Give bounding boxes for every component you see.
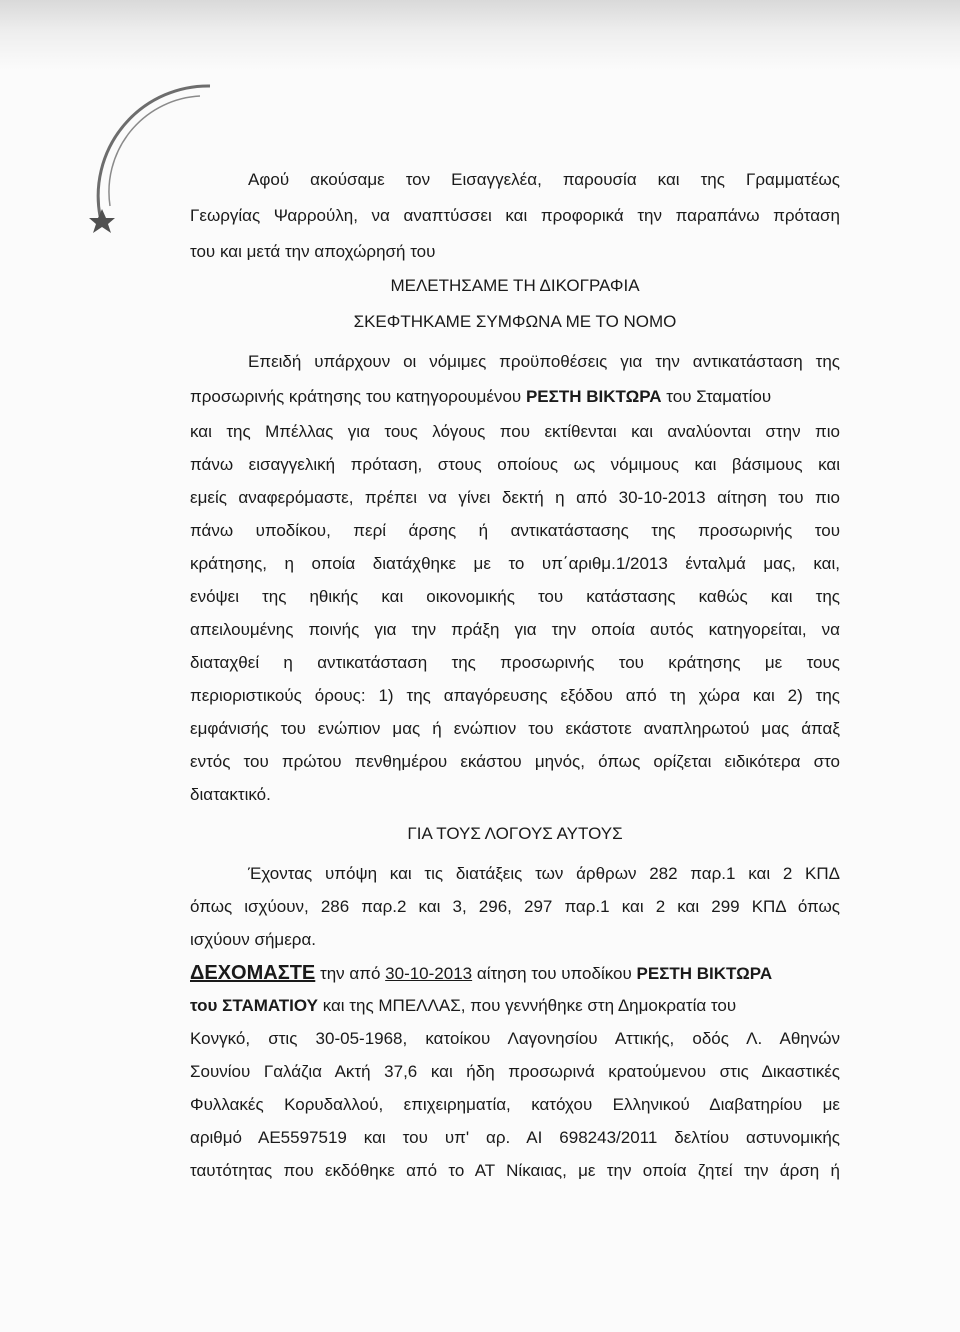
text-run: του Σταματίου — [666, 387, 772, 406]
text-line: ισχύουν σήμερα. — [190, 930, 317, 949]
text-line: Επειδή υπάρχουν οι νόμιμες προϋποθέσεις για την αντικατάσταση της — [248, 352, 840, 371]
text-line: αριθμό ΑΕ5597519 και του υπ' αρ. ΑΙ 698243/2011 δελτίου αστυνομικής — [190, 1128, 840, 1147]
defendant-name: ΡΕΣΤΗ ΒΙΚΤΩΡΑ — [636, 964, 773, 983]
text-run: και της ΜΠΕΛΛΑΣ, που γεννήθηκε στη Δημοκρατία του — [322, 996, 737, 1015]
text-line: Γεωργίας Ψαρρούλη, να αναπτύσσει και προφορικά την παραπάνω πρόταση — [190, 206, 840, 225]
scan-shadow — [0, 0, 960, 70]
heading-considered-law: ΣΚΕΦΤΗΚΑΜΕ ΣΥΜΦΩΝΑ ΜΕ ΤΟ ΝΟΜΟ — [353, 312, 677, 331]
text-line: κράτησης, η οποία διατάχθηκε με το υπ΄αριθμ.1/2013 ένταλμά μας, και, — [190, 554, 840, 573]
request-date: 30-10-2013 — [385, 964, 473, 983]
text-line: περιοριστικούς όρους: 1) της απαγόρευσης εξόδου από τη χώρα και 2) της — [190, 686, 840, 705]
text-run: αίτηση του υποδίκου — [476, 964, 632, 983]
accused-name: ΡΕΣΤΗ ΒΙΚΤΩΡΑ — [525, 387, 662, 406]
text-line: ενόψει της ηθικής και οικονομικής του κατάστασης καθώς και της — [190, 587, 840, 606]
text-line: πάνω εισαγγελική πρόταση, στους οποίους ως νόμιμους και βάσιμους και — [190, 455, 840, 474]
text-line — [190, 994, 840, 1018]
defendant-father: του ΣΤΑΜΑΤΙΟΥ — [190, 996, 318, 1015]
text-line: εμείς αναφερόμαστε, πρέπει να γίνει δεκτή η από 30-10-2013 αίτηση του πιο — [190, 488, 840, 507]
text-line: Σουνίου Γαλάζια Ακτή 37,6 και ήδη προσωρινά κρατούμενου στις Δικαστικές — [190, 1062, 840, 1081]
text-line: του και μετά την αποχώρησή του — [190, 242, 436, 261]
text-line — [190, 961, 840, 986]
accept-keyword: ΔΕΧΟΜΑΣΤΕ — [190, 962, 316, 984]
text-line: και της Μπέλλας για τους λόγους που εκτίθενται και αναλύονται στην πιο — [190, 422, 840, 441]
text-line: όπως ισχύουν, 286 παρ.2 και 3, 296, 297 παρ.1 και 2 και 299 ΚΠΔ όπως — [190, 897, 840, 916]
text-line: Φυλλακές Κορυδαλλού, επιχειρηματία, κατόχου Ελληνικού Διαβατηρίου με — [190, 1095, 840, 1114]
text-line: εμφάνισής του ενώπιον μας ή ενώπιον του εκάστοτε αναπληρωτού μας άπαξ — [190, 719, 840, 738]
text-line: Έχοντας υπόψη και τις διατάξεις των άρθρων 282 παρ.1 και 2 ΚΠΔ — [248, 864, 840, 883]
text-run: την από — [320, 964, 381, 983]
text-line: πάνω υποδίκου, περί άρσης ή αντικατάστασης της προσωρινής του — [190, 521, 840, 540]
heading-studied-file: ΜΕΛΕΤΗΣΑΜΕ ΤΗ ΔΙΚΟΓΡΑΦΙΑ — [390, 276, 640, 295]
text-line: εντός του πρώτου πενθημέρου εκάστου μηνός, όπως ορίζεται ειδικότερα στο — [190, 752, 840, 771]
text-run: προσωρινής κράτησης του κατηγορουμένου — [190, 387, 522, 406]
text-line: Κονγκό, στις 30-05-1968, κατοίκου Λαγονησίου Αττικής, οδός Λ. Αθηνών — [190, 1029, 840, 1048]
text-line: Αφού ακούσαμε τον Εισαγγελέα, παρουσία και της Γραμματέως — [248, 170, 840, 189]
heading-for-these-reasons: ΓΙΑ ΤΟΥΣ ΛΟΓΟΥΣ ΑΥΤΟΥΣ — [407, 824, 623, 843]
text-line: απειλουμένης ποινής για την πράξη για την οποία αυτός κατηγορείται, να — [190, 620, 840, 639]
text-line — [190, 385, 840, 409]
text-line: διαταχθεί η αντικατάσταση της προσωρινής του κράτησης με τους — [190, 653, 840, 672]
text-line: ταυτότητας που εκδόθηκε από το ΑΤ Νίκαιας, με την οποία ζητεί την άρση ή — [190, 1161, 840, 1180]
text-line: διατακτικό. — [190, 785, 271, 804]
